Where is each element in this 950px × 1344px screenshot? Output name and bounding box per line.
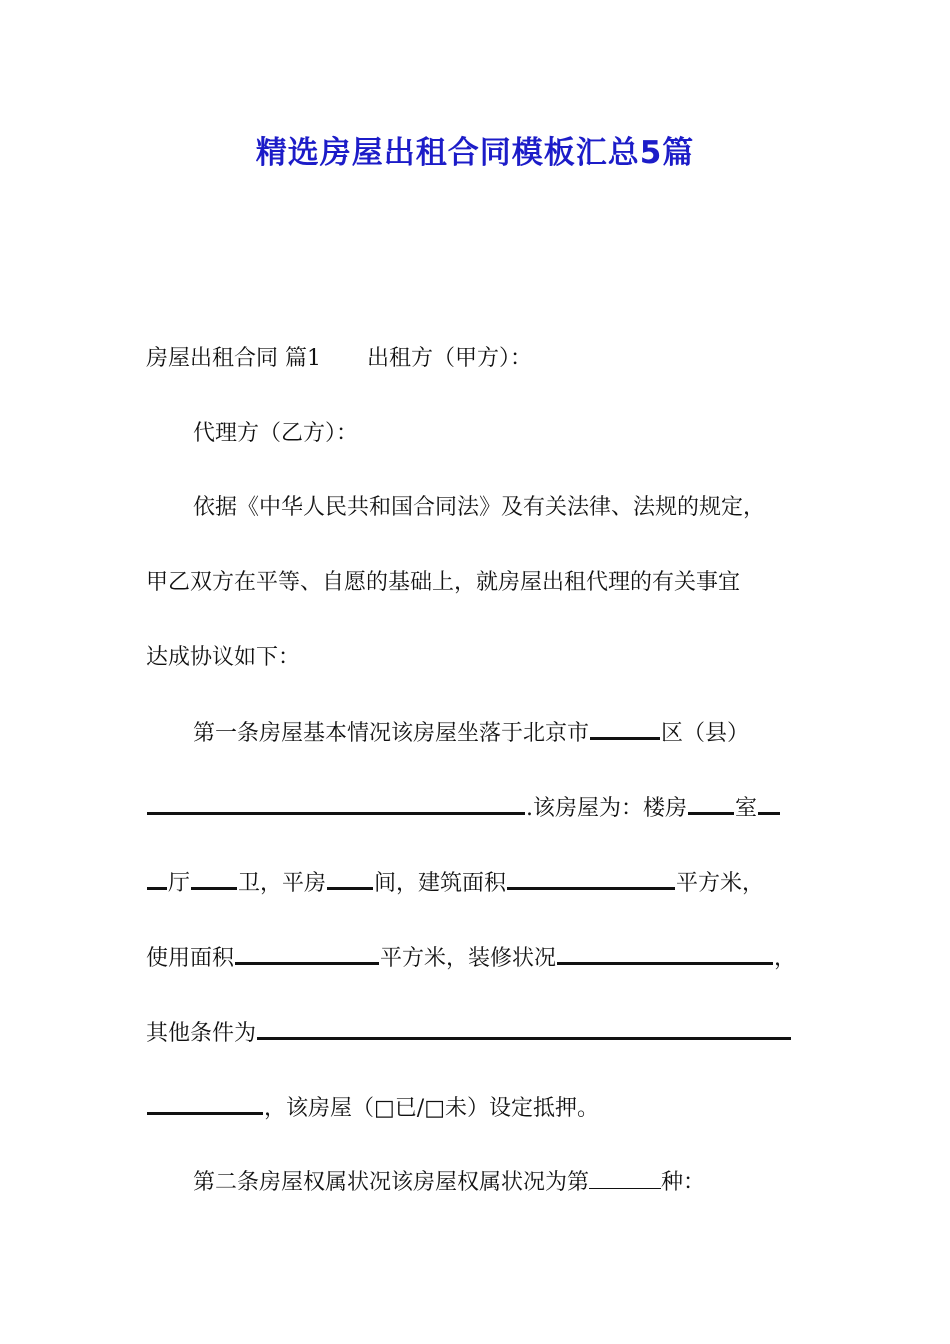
party-b-line xyxy=(193,416,883,452)
contract-heading: 房屋出租合同 篇1 xyxy=(146,346,321,371)
bath-count-blank[interactable] xyxy=(191,865,237,890)
mortgage-line xyxy=(146,1090,836,1127)
bath-label: 卫，平房 xyxy=(238,871,327,896)
bungalow-room-blank[interactable] xyxy=(327,865,373,890)
other-conditions-blank-cont[interactable] xyxy=(147,1090,263,1115)
hall-label: 厅 xyxy=(168,871,191,896)
party-b-label: 代理方（乙方）： xyxy=(193,421,359,446)
address-line xyxy=(146,790,836,827)
usable-area-label: 使用面积 xyxy=(146,946,235,971)
contract-heading-line xyxy=(146,341,836,377)
article-2-line xyxy=(193,1165,883,1201)
decoration-blank[interactable] xyxy=(557,940,773,965)
hall-count-blank-start[interactable] xyxy=(758,790,780,815)
floor-area-label: 间，建筑面积 xyxy=(374,871,507,896)
other-conditions-blank[interactable] xyxy=(257,1015,791,1040)
article-1-text: 第一条房屋基本情况该房屋坐落于北京市 xyxy=(193,721,590,746)
address-blank[interactable] xyxy=(147,790,525,815)
paragraph-text: 达成协议如下： xyxy=(146,645,301,670)
building-type-label: .该房屋为：楼房 xyxy=(526,796,687,821)
usable-area-line xyxy=(146,940,836,977)
document-title: 精选房屋出租合同模板汇总5篇 xyxy=(255,135,695,171)
paragraph-text: 甲乙双方在平等、自愿的基础上，就房屋出租代理的有关事宜 xyxy=(146,570,741,595)
square-meter-label: 平方米， xyxy=(676,871,765,896)
type-label: 种： xyxy=(661,1170,706,1195)
room-count-blank[interactable] xyxy=(688,790,734,815)
floor-area-blank[interactable] xyxy=(507,865,675,890)
mortgage-text: ，该房屋（□已/□未）设定抵押。 xyxy=(264,1096,599,1121)
hall-count-blank-end[interactable] xyxy=(147,865,167,890)
usable-area-blank[interactable] xyxy=(235,940,379,965)
paragraph-line xyxy=(146,640,836,676)
room-label: 室 xyxy=(735,796,758,821)
district-blank[interactable] xyxy=(590,715,660,740)
decoration-label: 平方米，装修状况 xyxy=(380,946,557,971)
article-2-text: 第二条房屋权属状况该房屋权属状况为第 xyxy=(193,1170,590,1195)
party-a-label: 出租方（甲方）： xyxy=(367,346,533,371)
article-1-line xyxy=(193,715,883,752)
ownership-type-blank[interactable] xyxy=(589,1168,661,1189)
other-conditions-line xyxy=(146,1015,836,1052)
paragraph-line xyxy=(193,490,883,526)
paragraph-text: 依据《中华人民共和国合同法》及有关法律、法规的规定， xyxy=(193,495,766,520)
other-conditions-label: 其他条件为 xyxy=(146,1021,257,1046)
district-label: 区（县） xyxy=(661,721,750,746)
paragraph-line xyxy=(146,565,836,601)
rooms-area-line xyxy=(146,865,836,902)
comma: ， xyxy=(774,946,797,971)
